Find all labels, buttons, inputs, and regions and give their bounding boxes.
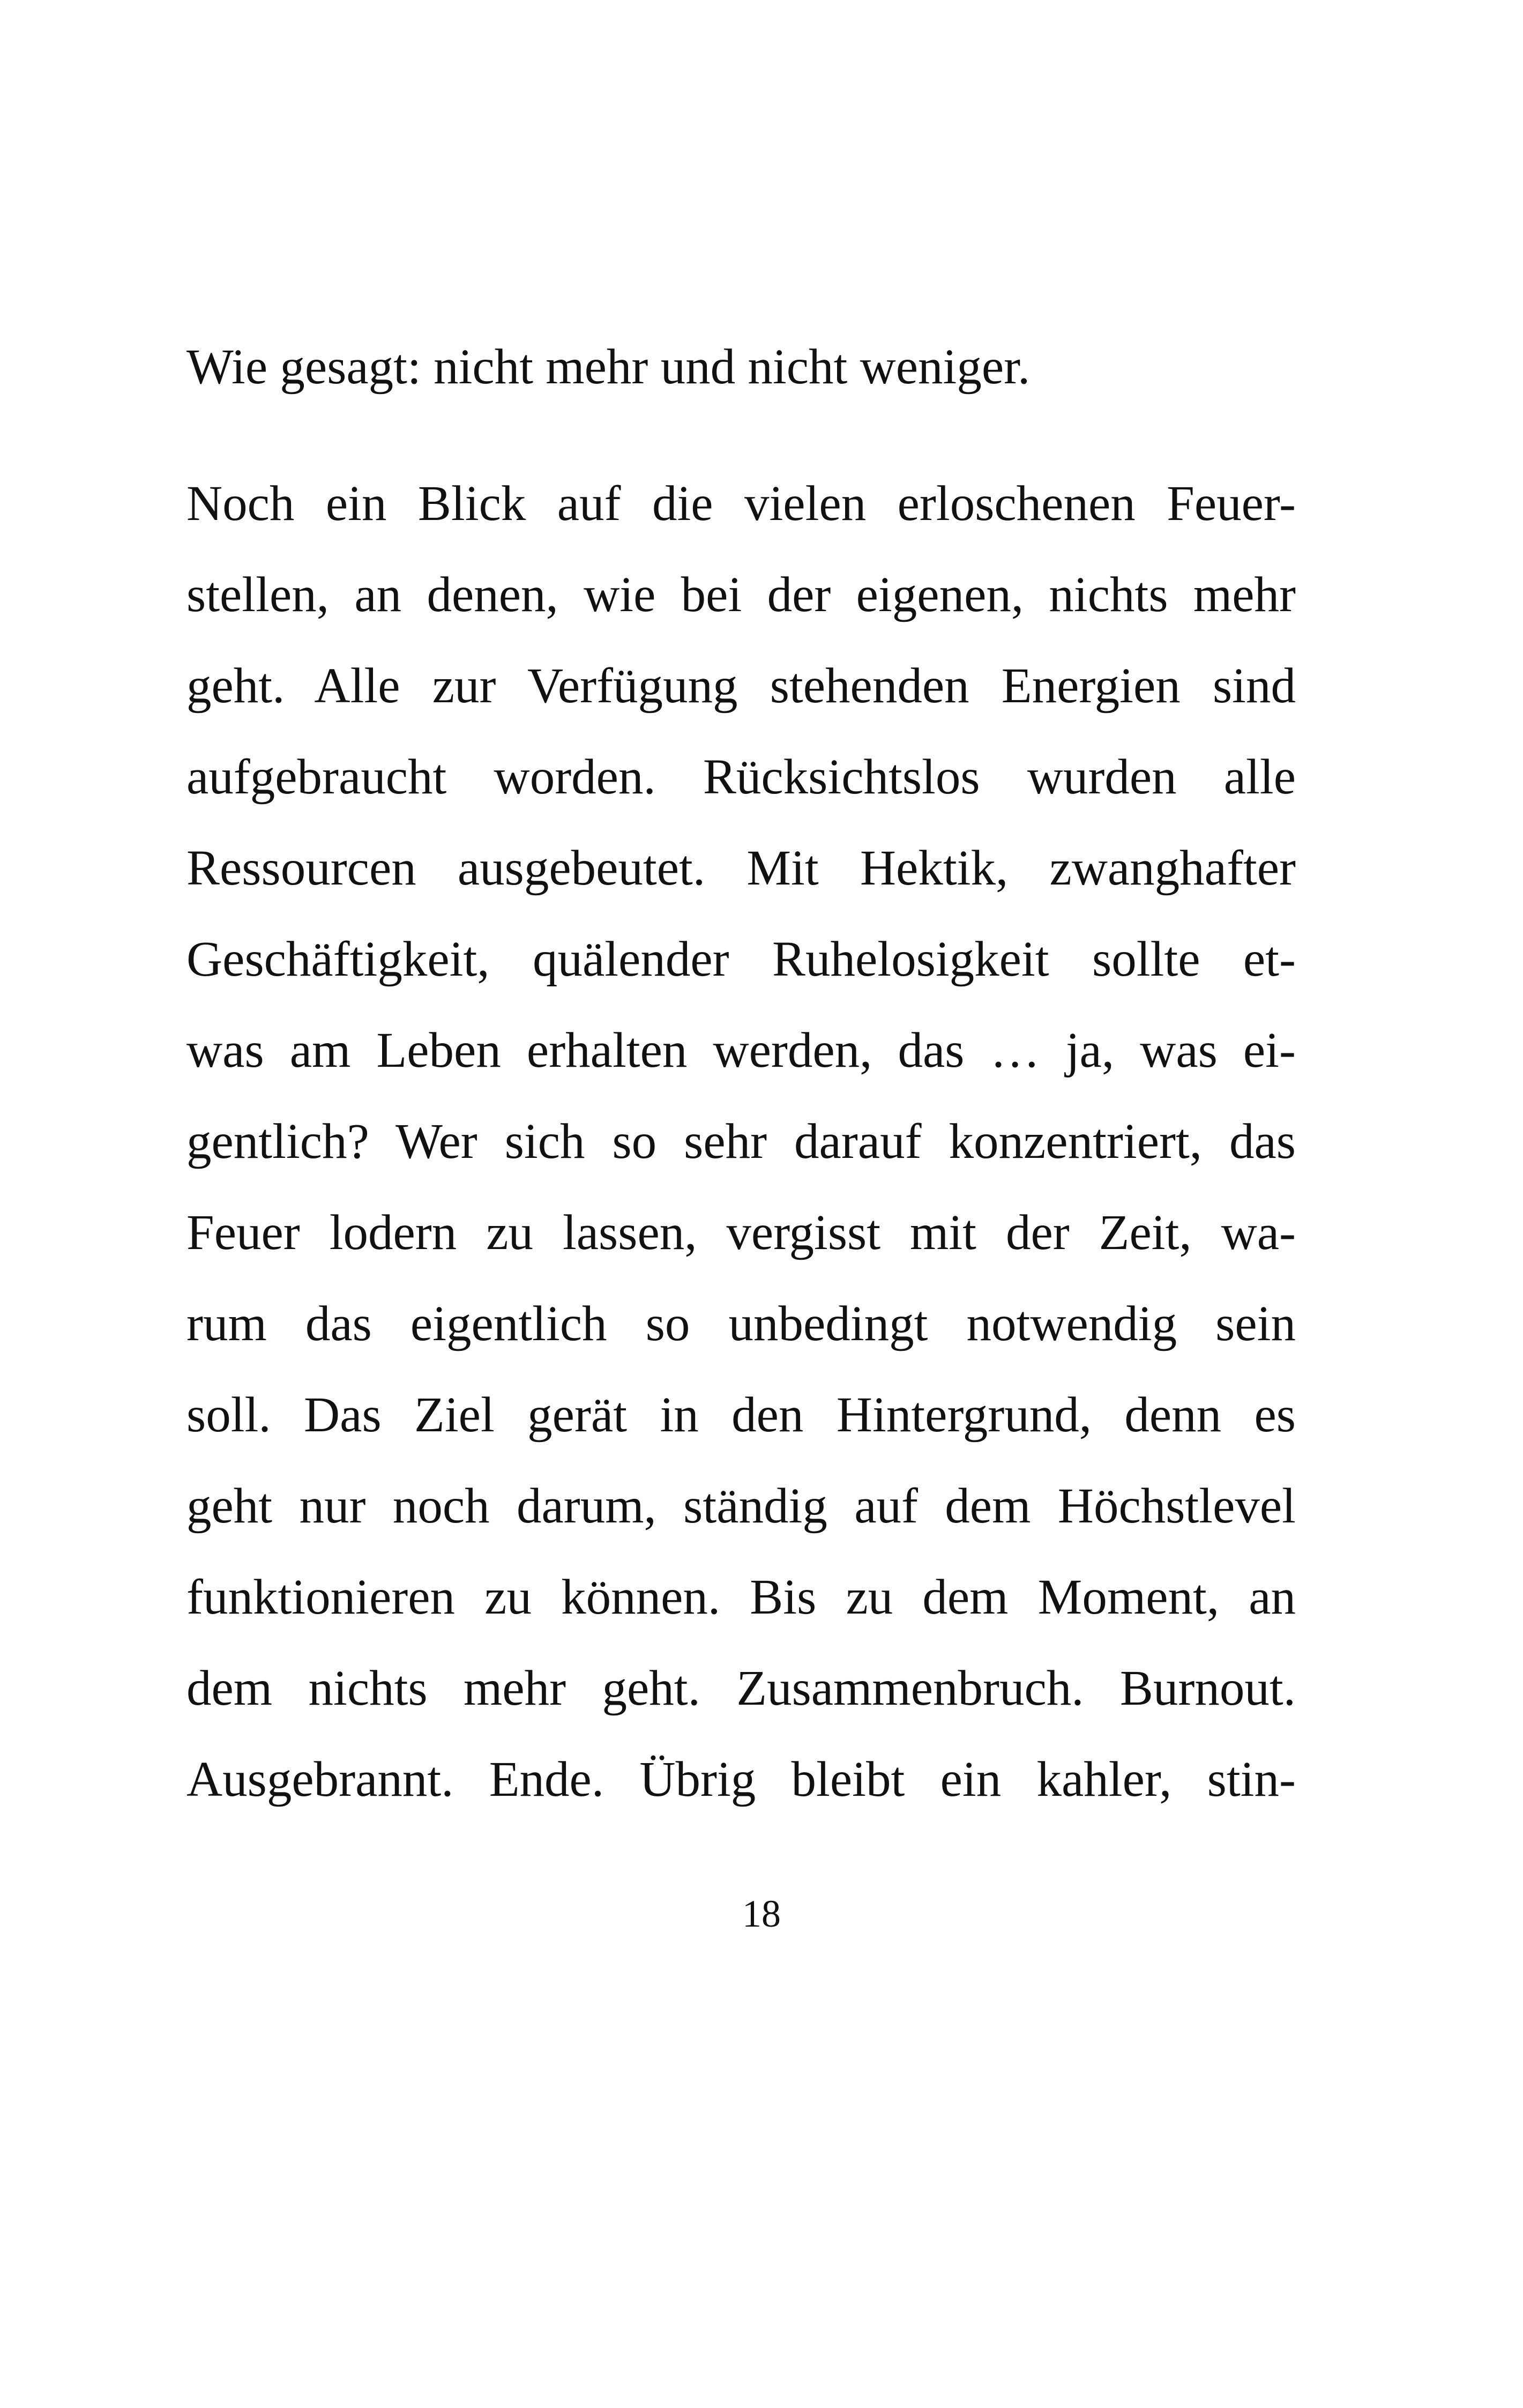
paragraph-body — [186, 458, 1296, 1825]
text-line: soll. Das Ziel gerät in den Hintergrund, denn es — [186, 1387, 1296, 1443]
text-line: Geschäftigkeit, quälender Ruhelosigkeit sollte et- — [186, 932, 1296, 987]
page-number: 18 — [742, 1892, 781, 1935]
text-line: aufgebraucht worden. Rücksichtslos wurden alle — [186, 749, 1296, 805]
text-line: Ressourcen ausgebeutet. Mit Hektik, zwanghafter — [186, 841, 1296, 896]
text-line: stellen, an denen, wie bei der eigenen, nichts mehr — [186, 567, 1296, 622]
text-line: geht nur noch darum, ständig auf dem Höchstlevel — [186, 1478, 1296, 1534]
text-line: rum das eigentlich so unbedingt notwendig sein — [186, 1296, 1296, 1351]
text-line: dem nichts mehr geht. Zusammenbruch. Burnout. — [186, 1661, 1296, 1716]
text-line: gentlich? Wer sich so sehr darauf konzentriert, das — [186, 1114, 1296, 1169]
paragraph-intro: Wie gesagt: nicht mehr und nicht weniger. — [186, 339, 1031, 395]
text-line: funktionieren zu können. Bis zu dem Moment, an — [186, 1570, 1296, 1625]
text-line: was am Leben erhalten werden, das … ja, was ei- — [186, 1023, 1296, 1078]
text-line: Ausgebrannt. Ende. Übrig bleibt ein kahler, stin- — [186, 1752, 1296, 1807]
text-line: Feuer lodern zu lassen, vergisst mit der Zeit, wa- — [186, 1205, 1296, 1260]
text-line: Noch ein Blick auf die vielen erloschenen Feuer- — [186, 476, 1296, 531]
text-line: geht. Alle zur Verfügung stehenden Energien sind — [186, 658, 1296, 714]
